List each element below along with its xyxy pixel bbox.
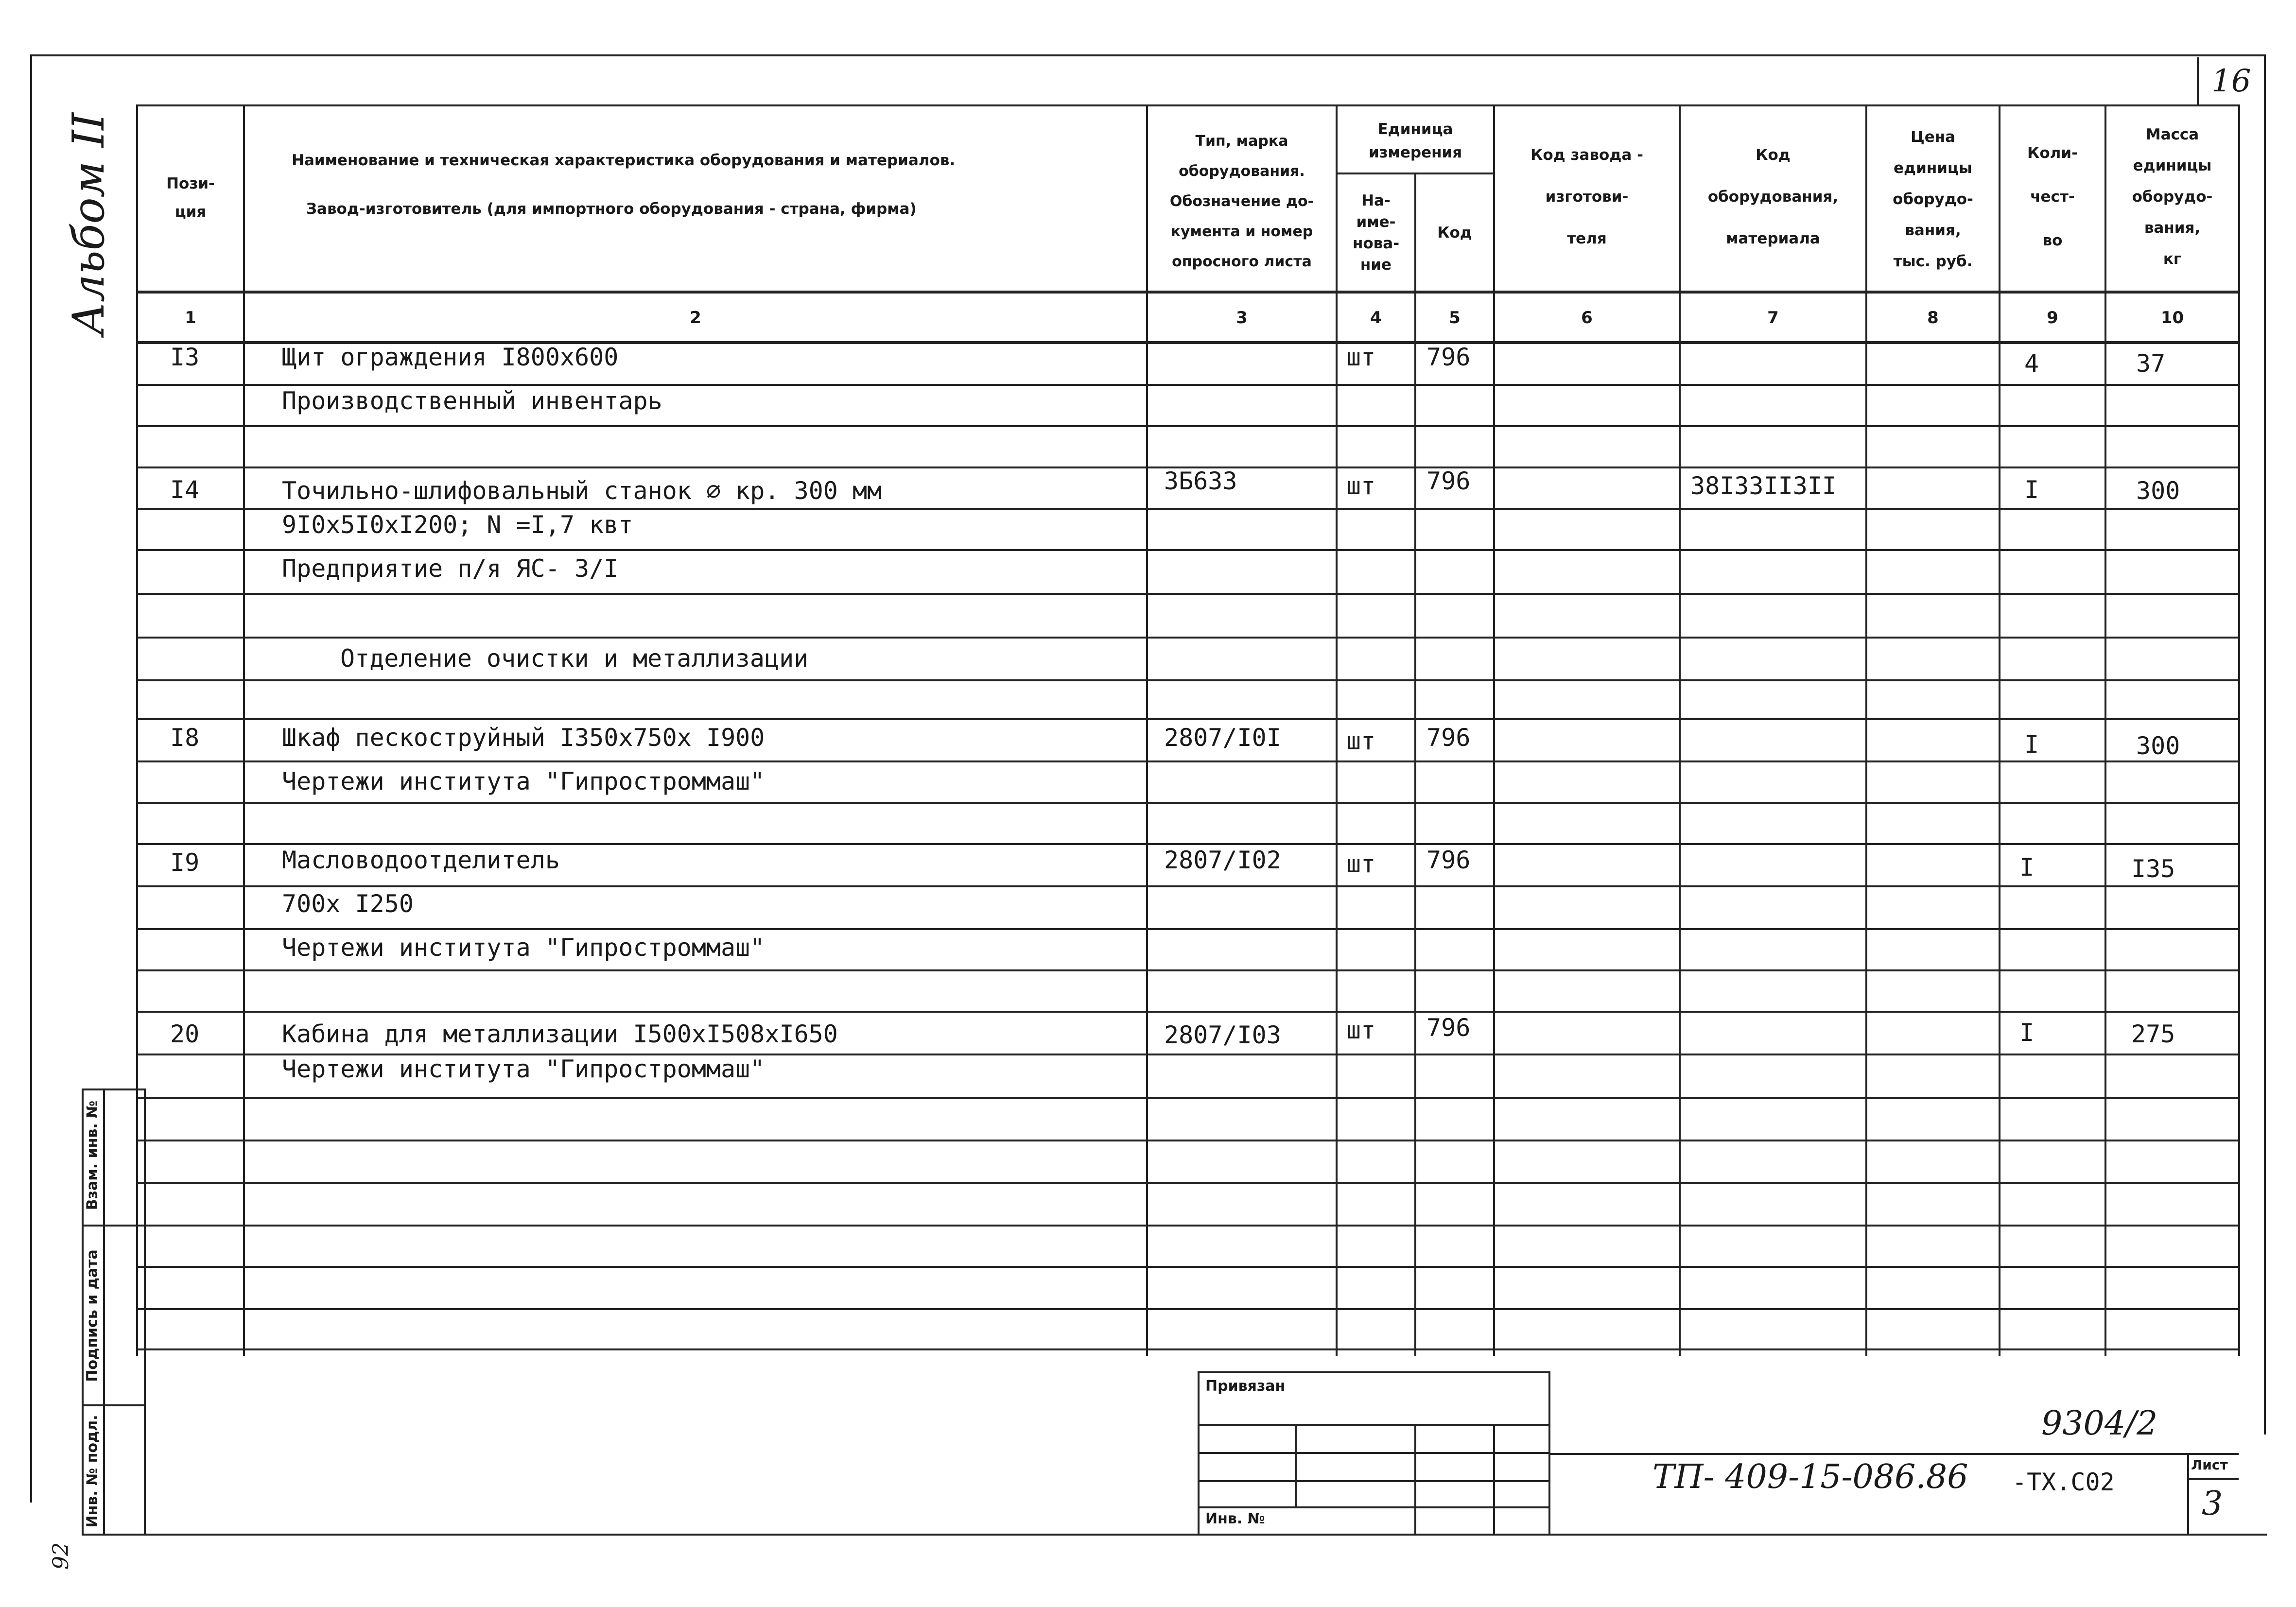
row-unit-code: 796 [1426,343,1471,371]
row-type: 2807/I0I [1164,724,1281,752]
row-name-line: Чертежи института "Гипростроммаш" [282,767,765,795]
row-unit: шт [1346,850,1376,878]
row-mass: 300 [2136,732,2180,760]
row-line [136,718,2240,720]
row-line [136,1308,2240,1310]
row-unit: шт [1346,472,1376,500]
row-position: I8 [170,724,200,752]
row-line [136,679,2240,681]
header-factory-code: Код завода - изготови- теля [1531,146,1643,247]
sheet-box-left [2187,1453,2189,1534]
row-name-line: Масловодоотделитель [282,846,560,874]
col-number-8: 8 [1927,308,1939,328]
header-mass: Масса единицы оборудо- вания, кг [2132,126,2213,268]
row-line [136,802,2240,804]
header-type: Тип, марка оборудования. Обозначение до- кумента и номер опросного листа [1169,133,1314,270]
row-line [136,549,2240,551]
row-line [136,1266,2240,1268]
col-number-5: 5 [1449,308,1461,328]
frame-top [30,54,2266,56]
handwritten-code: 9304/2 [2041,1404,2158,1443]
title-block-line [1548,1453,2239,1455]
row-unit-code: 796 [1426,467,1471,495]
header-name-line2: Завод-изготовитель (для импортного оборудования - страна, фирма) [306,200,917,218]
row-line [136,384,2240,386]
row-line [136,928,2240,930]
sheet-label: Лист [2191,1457,2228,1473]
row-line [136,508,2240,510]
header-unit-name: На- име- нова- ние [1352,191,1400,274]
row-unit-code: 796 [1426,724,1471,752]
row-name-line: Производственный инвентарь [282,387,662,415]
row-unit-code: 796 [1426,846,1471,874]
sheet-box-divider [2187,1478,2239,1480]
row-name-line: Предприятие п/я ЯС- 3/I [282,554,619,583]
row-unit: шт [1346,1016,1376,1044]
row-name-line: 700x I250 [282,890,414,918]
row-line [136,969,2240,971]
header-bottom-line [136,291,2240,294]
document-suffix: -ТХ.С02 [2012,1468,2115,1496]
stamp-privyazan: Привязан [1205,1378,1286,1395]
side-stamp-right [144,1089,146,1536]
row-line [136,1182,2240,1184]
stamp-col-line [1295,1424,1297,1506]
row-type: 2807/I03 [1164,1021,1281,1049]
row-quantity: I [2019,1019,2035,1047]
table-top-border [136,104,2240,106]
row-line [136,1011,2240,1013]
row-name-line: Чертежи института "Гипростроммаш" [282,933,765,962]
row-line [136,1225,2240,1227]
header-quantity: Коли- чест- во [2027,144,2078,249]
header-unit-group: Единица измерения [1368,121,1462,161]
row-line [136,593,2240,595]
col-number-9: 9 [2047,308,2058,328]
header-unit-code: Код [1437,224,1472,242]
row-unit: шт [1346,727,1376,755]
row-position: I9 [170,848,200,877]
side-stamp-mid [103,1089,105,1536]
row-mass: 275 [2131,1020,2175,1048]
col-number-4: 4 [1370,308,1382,328]
margin-number: 92 [49,1542,73,1570]
frame-right [2264,54,2266,1434]
row-quantity: I [2019,853,2035,881]
row-line [136,637,2240,639]
row-unit-code: 796 [1426,1014,1471,1042]
document-code: ТП- 409-15-086.86 [1652,1458,1968,1496]
row-line [136,885,2240,887]
row-type: 2807/I02 [1164,846,1281,874]
header-equipment-code: Код оборудования, материала [1707,146,1839,247]
stamp-row-line [1198,1452,1550,1454]
row-type: 3Б633 [1164,467,1237,495]
header-price: Цена единицы оборудо- вания, тыс. руб. [1893,128,1973,270]
side-stamp-left [82,1089,84,1536]
row-quantity: I [2024,730,2039,759]
frame-bottom [82,1534,2267,1536]
label-vzam-inv: Взам. инв. № [84,1100,101,1210]
frame-left [30,54,32,1503]
section-title: Отделение очистки и металлизации [340,644,809,673]
stamp-box-top [1198,1371,1550,1373]
col-number-1: 1 [185,308,196,328]
row-mass: I35 [2131,855,2175,883]
header-position: Пози- ция [166,174,215,221]
album-label: Альбом II [63,113,114,335]
row-name-line: Чертежи института "Гипростроммаш" [282,1055,765,1083]
row-mass: 37 [2136,349,2166,378]
col-number-7: 7 [1767,308,1779,328]
row-mass: 300 [2136,477,2180,505]
label-podpis-data: Подпись и дата [84,1249,101,1382]
stamp-inv-no: Инв. № [1205,1510,1265,1527]
row-equipment-code: 38I33II3II [1690,472,1837,500]
stamp-row-line [1198,1480,1550,1482]
row-position: 20 [170,1020,200,1048]
row-line [136,1097,2240,1099]
row-line [136,843,2240,845]
header-name-line1: Наименование и техническая характеристика оборудования и материалов. [292,152,956,169]
page-number-top: 16 [2211,63,2251,99]
stamp-col-line [1414,1424,1416,1534]
row-unit: шт [1346,343,1376,371]
row-name-line: Кабина для металлизации I500xI508xI650 [282,1020,838,1048]
row-position: I4 [170,476,200,504]
stamp-row-line [1198,1424,1550,1426]
row-quantity: 4 [2024,349,2039,378]
row-line [136,760,2240,762]
col-number-10: 10 [2160,308,2184,328]
row-line [136,425,2240,427]
table-bottom-line [136,1348,2240,1350]
row-name-line: 9I0x5I0xI200; N =I,7 квт [282,511,633,539]
page-box-left [2197,57,2199,106]
row-line [136,1140,2240,1141]
col-divider-4 [1414,173,1416,1356]
row-position: I3 [170,343,200,371]
stamp-row-line [1198,1506,1550,1508]
row-name-line: Шкаф пескоструйный I350x750x I900 [282,724,765,752]
stamp-col-line [1493,1424,1495,1534]
col-number-2: 2 [690,308,701,328]
sheet-number: 3 [2202,1485,2223,1523]
col-number-6: 6 [1581,308,1593,328]
row-name-line: Щит ограждения I800x600 [282,343,619,371]
label-inv-podl: Инв. № подл. [84,1415,101,1528]
row-name-line: Точильно-шлифовальный станок ⌀ кр. 300 мм [282,477,882,505]
row-quantity: I [2024,476,2039,504]
col-number-3: 3 [1236,308,1248,328]
